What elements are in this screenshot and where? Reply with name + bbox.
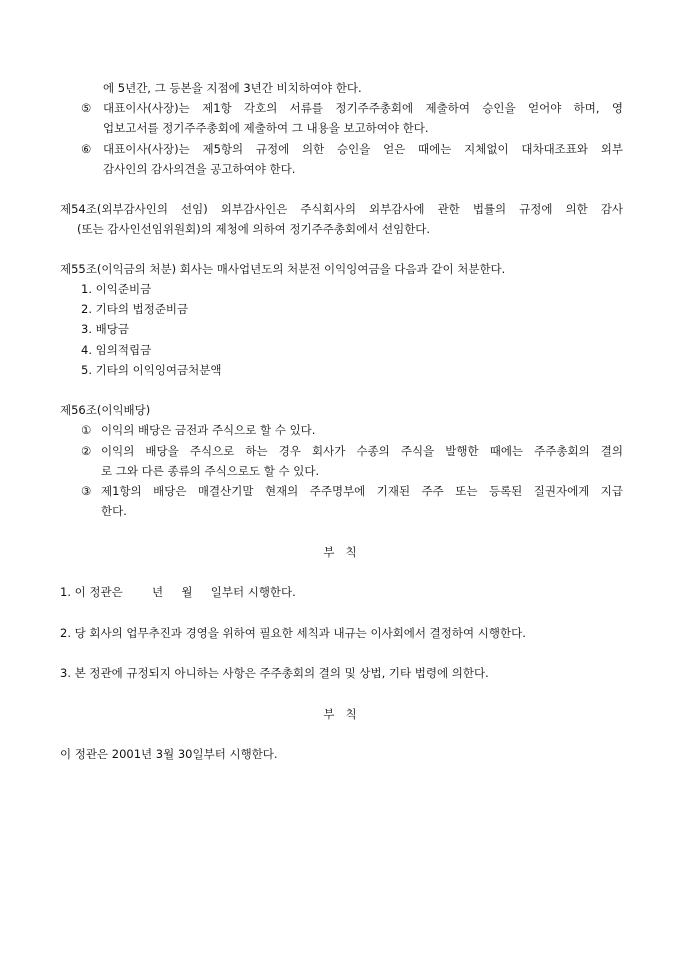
supplementary-title: 부 칙 [323, 545, 357, 559]
list-item: 5. 기타의 이익잉여금처분액 [81, 363, 222, 377]
article55-heading: 제55조(이익금의 처분) 회사는 매사업년도의 처분전 이익잉여금을 다음과 같이 처분한다. [60, 262, 506, 276]
supplementary-title: 부 칙 [323, 707, 357, 721]
continuation-line: 에 5년간, 그 등본을 지점에 3년간 비치하여야 한다. [103, 81, 362, 95]
clause-marker: ② [81, 444, 92, 458]
clause-line: 제1항의 배당은 매결산기말 현재의 주주명부에 기재된 주주 또는 등록된 질권자에게 지급 [101, 484, 623, 498]
article54-line: 제54조(외부감사인의 선임) 외부감사인은 주식회사의 외부감사에 관한 법률의 규정에 의한 감사 [60, 202, 623, 216]
clause-line: 대표이사(사장)는 제1항 각호의 서류를 정기주주총회에 제출하여 승인을 얻어야 하며, 영 [103, 101, 623, 115]
clause-line: 대표이사(사장)는 제5항의 규정에 의한 승인을 얻은 때에는 지체없이 대차대조표와 외부 [103, 142, 623, 156]
effective-date-text: 이 정관은 2001년 3월 30일부터 시행한다. [60, 747, 278, 761]
supplementary-item: 2. 당 회사의 업무추진과 경영을 위하여 필요한 세칙과 내규는 이사회에서 결정하여 시행한다. [60, 626, 526, 640]
clause-line: 로 그와 다른 종류의 주식으로도 할 수 있다. [101, 464, 320, 478]
supplementary-item: 3. 본 정관에 규정되지 아니하는 사항은 주주총회의 결의 및 상법, 기타 법령에 의한다. [60, 666, 489, 680]
clause-marker: ⑤ [81, 101, 92, 115]
article56-heading: 제56조(이익배당) [60, 403, 151, 417]
clause-line: 감사인의 감사의견을 공고하여야 한다. [103, 162, 296, 176]
clause-marker: ⑥ [81, 142, 92, 156]
supplementary-item: 1. 이 정관은 년 월 일부터 시행한다. [60, 585, 296, 599]
clause-line: 업보고서를 정기주주총회에 제출하여 그 내용을 보고하여야 한다. [103, 121, 429, 135]
article54-line: (또는 감사인선임위원회)의 제청에 의하여 정기주주총회에서 선임한다. [77, 222, 431, 236]
clause-line: 한다. [101, 504, 127, 518]
clause-line: 이익의 배당은 금전과 주식으로 할 수 있다. [101, 423, 316, 437]
list-item: 3. 배당금 [81, 322, 129, 336]
list-item: 2. 기타의 법정준비금 [81, 302, 189, 316]
list-item: 4. 임의적립금 [81, 343, 152, 357]
list-item: 1. 이익준비금 [81, 282, 152, 296]
clause-marker: ① [81, 423, 92, 437]
clause-marker: ③ [81, 484, 92, 498]
clause-line: 이익의 배당을 주식으로 하는 경우 회사가 수종의 주식을 발행한 때에는 주주총회의 결의 [101, 444, 623, 458]
